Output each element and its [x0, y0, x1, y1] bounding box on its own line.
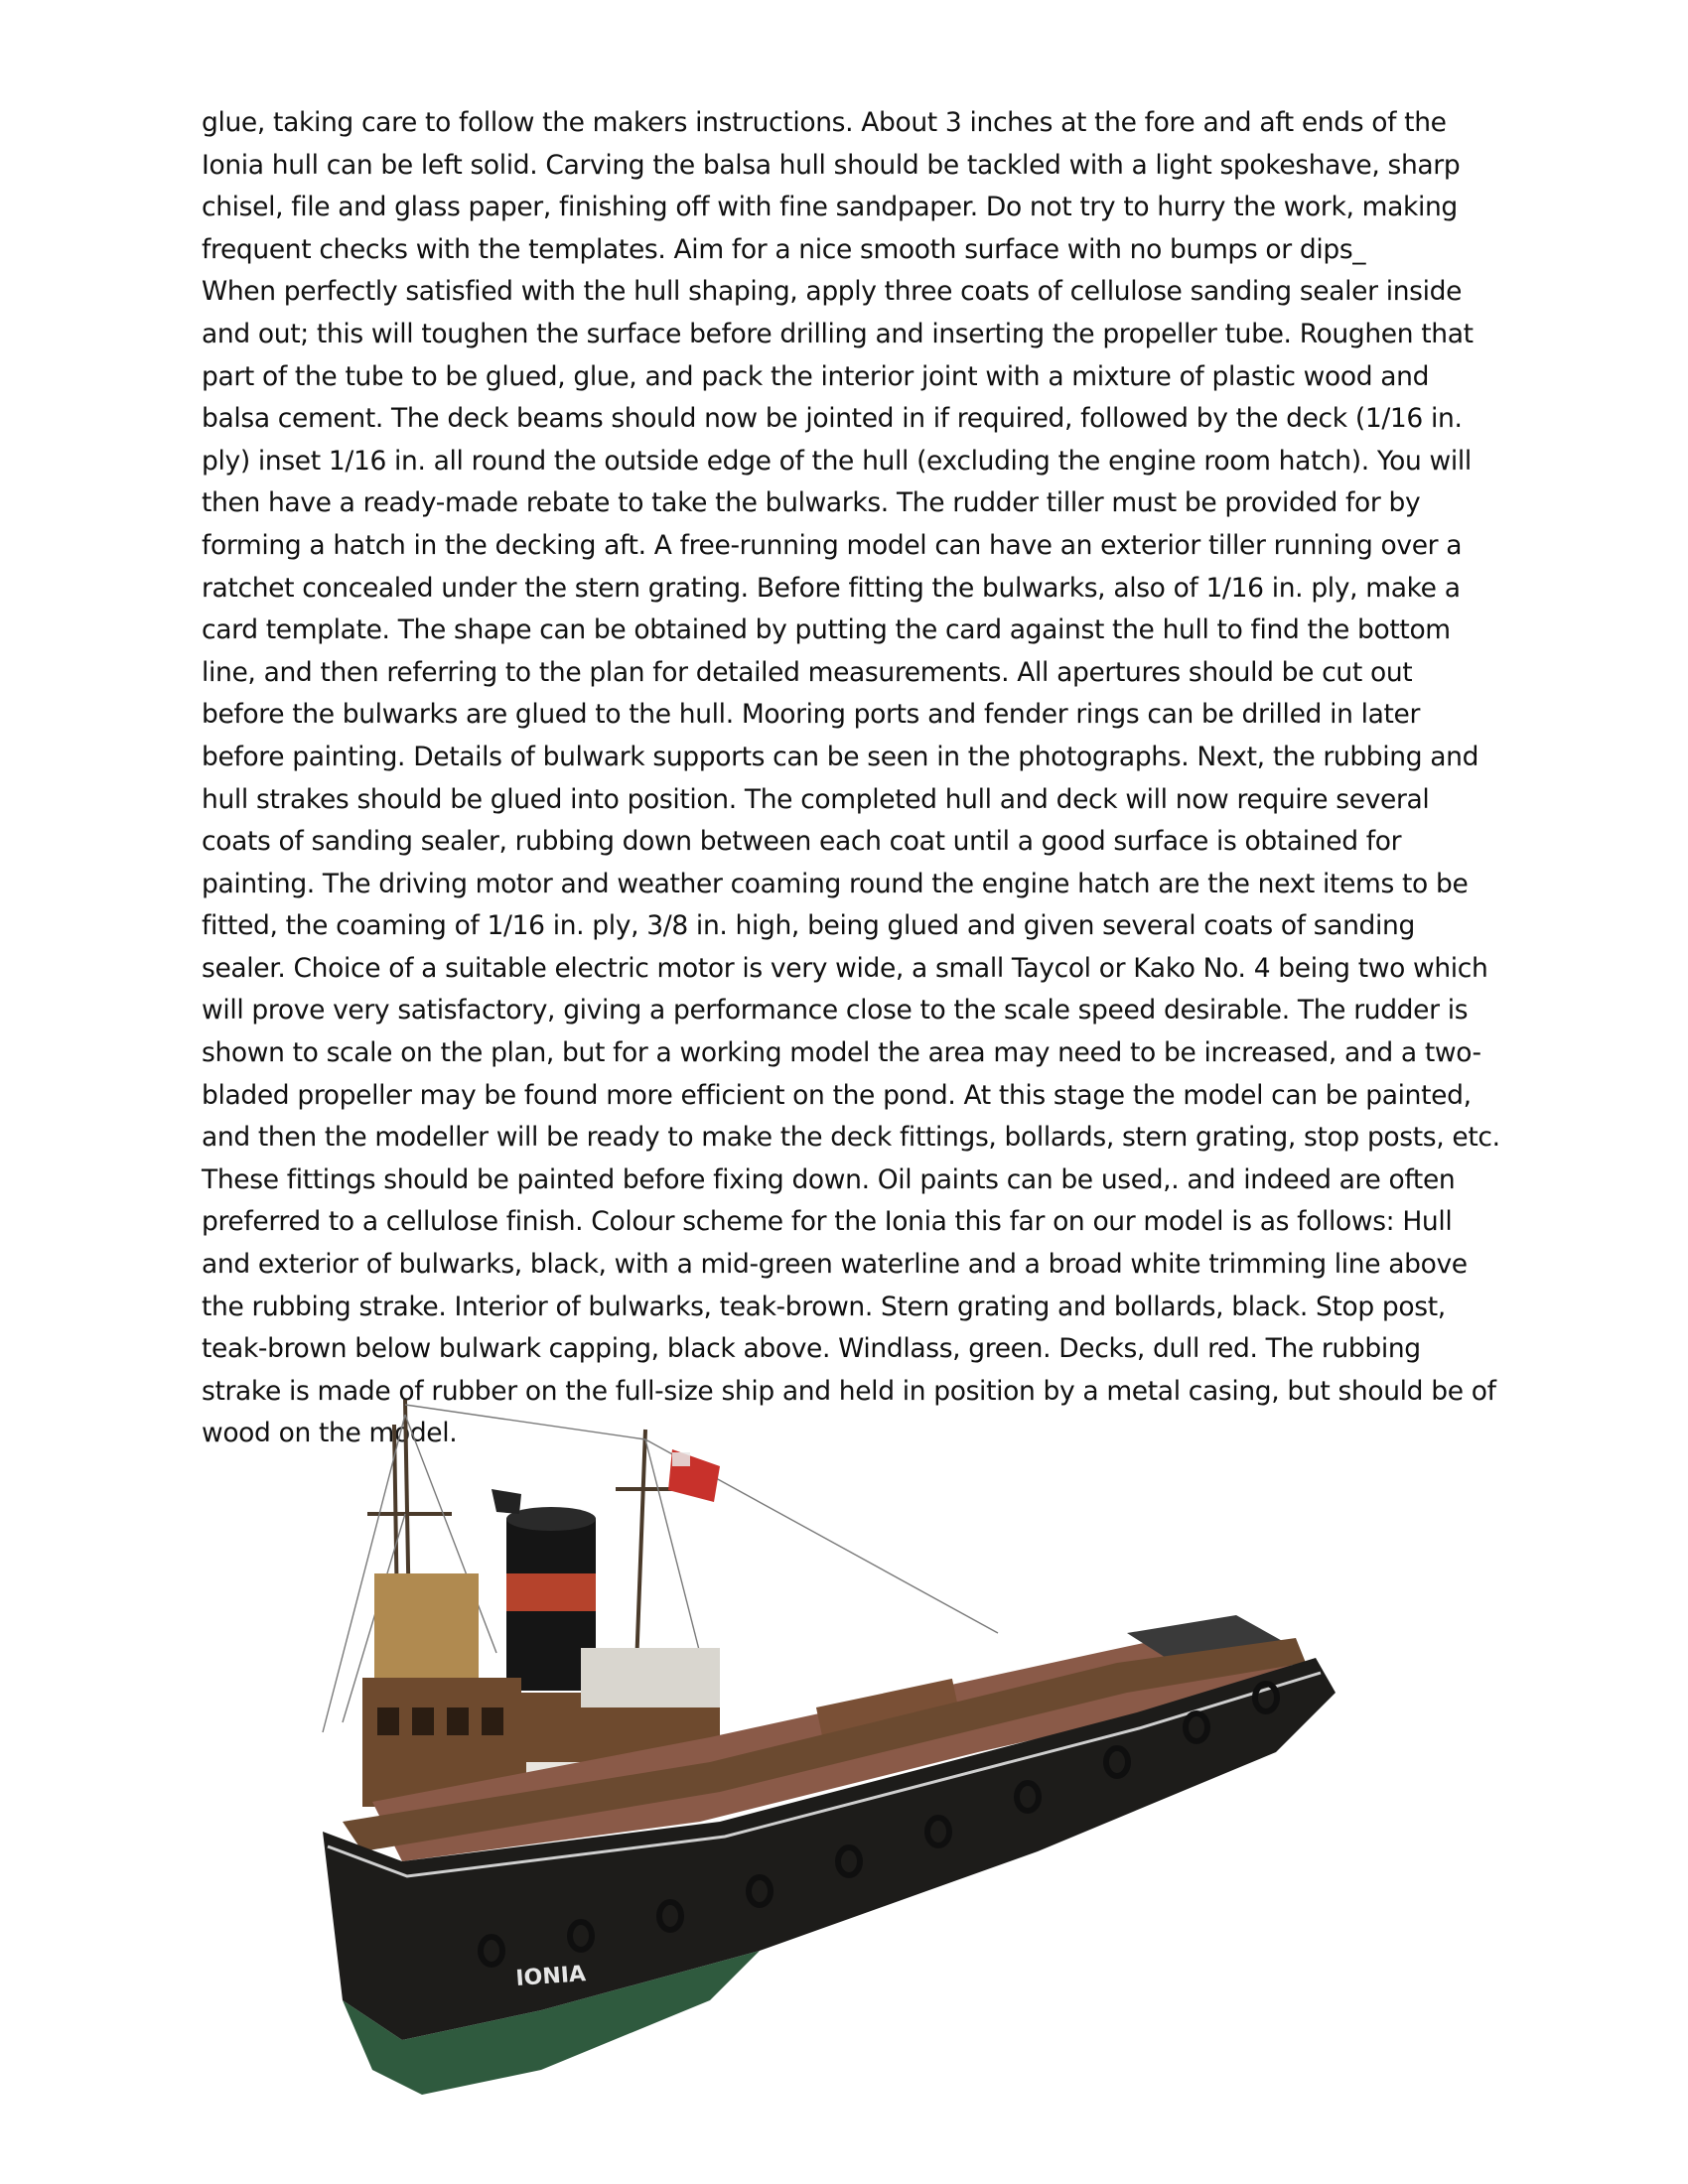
body-text: [202, 102, 1502, 1455]
funnel: [492, 1489, 596, 1691]
wheelhouse: [362, 1573, 521, 1807]
ensign-canton: [672, 1452, 690, 1466]
tugboat-illustration: [283, 1395, 1509, 2110]
paragraph-2: When perfectly satisfied with the hull shaping, apply three coats of cellulose sanding sealer inside and out; this will toughen the surface before drilling and inserting the propeller tube. Roughen that part of the tube to be glued, glue, and pack the interior joint with a mixture of plastic wood and balsa cement. The deck beams should now be jointed in if required, followed by the deck (1/16 in. ply) inset 1/16 in. all round the outside edge of the hull (excluding the engine room hatch). You will then have a ready-made rebate to take the bulwarks. The rudder tiller must be provided for by forming a hatch in the decking aft. A free-running model can have an exterior tiller running over a ratchet concealed under the stern grating. Before fitting the bulwarks, also of 1/16 in. ply, make a card template. The shape can be obtained by putting the card against the hull to find the bottom line, and then referring to the plan for detailed measurements. All apertures should be cut out before the bulwarks are glued to the hull. Mooring ports and fender rings can be drilled in later before painting. Details of bulwark supports can be seen in the photographs. Next, the rubbing and hull strakes should be glued into position. The completed hull and deck will now require several coats of sanding sealer, rubbing down between each coat until a good surface is obtained for painting. The driving motor and weather coaming round the engine hatch are the next items to be fitted, the coaming of 1/16 in. ply, 3/8 in. high, being glued and given several coats of sanding sealer. Choice of a suitable electric motor is very wide, a small Taycol or Kako No. 4 being two which will prove very satisfactory, giving a performance close to the scale speed desirable. The rudder is shown to scale on the plan, but for a working model the area may need to be increased, and a two-bladed propeller may be found more efficient on the pond. At this stage the model can be painted, and then the modeller will be ready to make the deck fittings, bollards, stern grating, stop posts, etc. These fittings should be painted before fixing down. Oil paints can be used,. and indeed are often preferred to a cellulose finish. Colour scheme for the Ionia this far on our model is as follows: Hull and exterior of bulwarks, black, with a mid-green waterline and a broad white trimming line above the rubbing strake. Interior of bulwarks, teak-brown. Stern grating and bollards, black. Stop post, teak-brown below bulwark capping, black above. Windlass, green. Decks, dull red. The rubbing strake is made of rubber on the full-size ship and held in position by a metal casing, but should be of wood on the model.: [202, 276, 1500, 1449]
hull-name-label: IONIA: [514, 1962, 587, 1991]
paragraph-1: glue, taking care to follow the makers instructions. About 3 inches at the fore and aft ends of the Ionia hull can be left solid. Carving the balsa hull should be tackled with a light spokeshave, sharp chisel, file and glass paper, finishing off with fine sandpaper. Do not try to hurry the work, making frequent checks with the templates. Aim for a nice smooth surface with no bumps or dips_: [202, 107, 1461, 265]
tugboat-model-photo: [283, 1395, 1509, 2110]
